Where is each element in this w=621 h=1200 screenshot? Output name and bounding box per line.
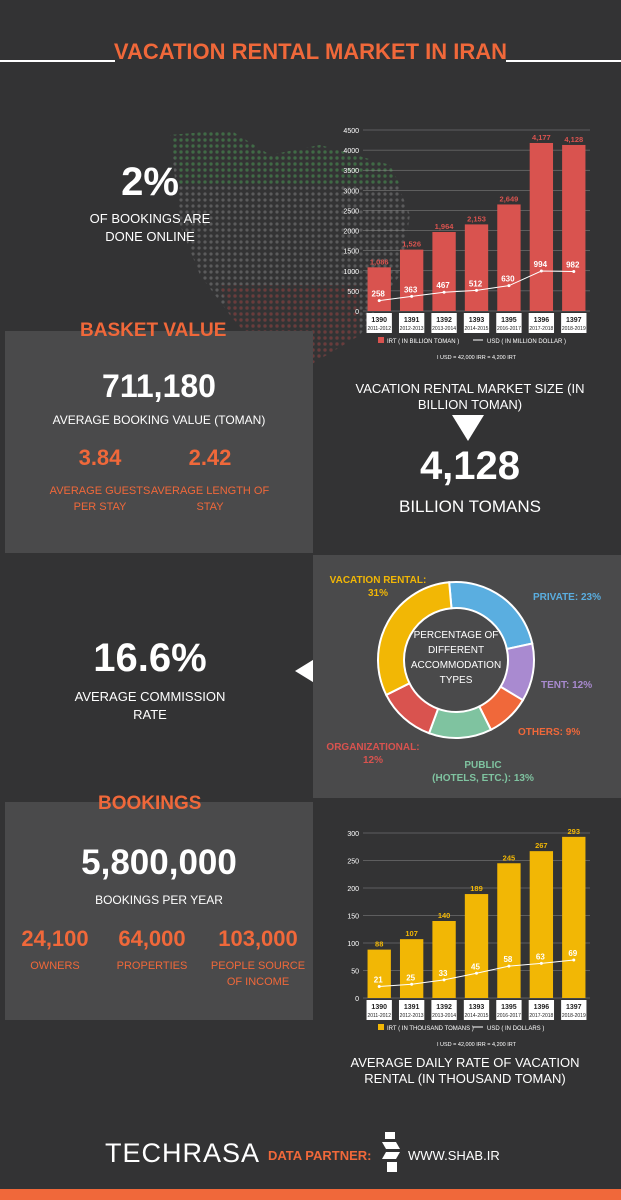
x-subtick-label: 2018-2019 — [561, 1013, 586, 1019]
usd-point — [475, 972, 478, 975]
usd-point — [572, 959, 575, 962]
y-tick-label: 150 — [347, 913, 359, 921]
usd-point — [410, 295, 413, 298]
usd-point — [410, 983, 413, 986]
x-tick-label: 1395 — [501, 1004, 517, 1011]
y-tick-label: 0 — [355, 309, 359, 316]
usd-point — [572, 270, 575, 273]
x-tick-label: 1391 — [403, 1004, 420, 1011]
usd-value-label: 45 — [471, 962, 480, 972]
bar-value-label: 1,526 — [402, 239, 422, 249]
bar — [530, 851, 553, 998]
y-tick-label: 4000 — [343, 148, 359, 156]
usd-point — [475, 289, 478, 292]
x-tick-label: 1393 — [468, 317, 485, 324]
people-label: PEOPLE SOURCE OF INCOME — [210, 960, 306, 988]
bar — [530, 143, 553, 311]
usd-point — [443, 978, 446, 981]
market-caption: VACATION RENTAL MARKET SIZE (IN BILLION TOMAN) — [355, 381, 585, 412]
guests-label: AVERAGE GUESTS PER STAY — [49, 485, 151, 513]
usd-point — [507, 965, 510, 968]
x-subtick-label: 2014-2015 — [464, 1013, 489, 1019]
y-tick-label: 250 — [347, 858, 359, 866]
market-size-chart — [325, 120, 595, 370]
basket-panel — [5, 331, 313, 553]
donut-slice-label: 12% — [362, 755, 384, 766]
adr-caption: AVERAGE DAILY RATE OF VACATION RENTAL (IN THOUSAND TOMAN) — [350, 1055, 580, 1086]
bar — [368, 950, 391, 998]
bar — [465, 224, 488, 311]
basket-label: AVERAGE BOOKING VALUE (TOMAN) — [52, 413, 266, 427]
x-tick-label: 1392 — [436, 317, 452, 324]
donut-center-label: PERCENTAGE OF — [413, 630, 499, 641]
legend-swatch-bar — [378, 1024, 384, 1030]
usd-value-label: 994 — [533, 260, 548, 270]
stay-label: AVERAGE LENGTH OF STAY — [150, 485, 270, 513]
donut-slice-label: 31% — [367, 588, 389, 599]
bookings-heading: BOOKINGS — [98, 793, 202, 814]
donut-slice-label: PRIVATE: 23% — [533, 592, 601, 603]
donut-slice-label: ORGANIZATIONAL: — [326, 742, 420, 753]
x-subtick-label: 2017-2018 — [529, 1013, 554, 1019]
commission-label: AVERAGE COMMISSION RATE — [74, 689, 226, 722]
x-tick-label: 1393 — [468, 1004, 485, 1011]
x-subtick-label: 2013-2014 — [432, 1013, 457, 1019]
y-tick-label: 2500 — [343, 208, 359, 216]
bar — [497, 204, 520, 311]
y-tick-label: 1000 — [343, 268, 359, 276]
usd-point — [443, 291, 446, 294]
y-tick-label: 2000 — [343, 228, 359, 236]
usd-value-label: 58 — [503, 955, 513, 965]
x-tick-label: 1396 — [533, 317, 550, 324]
x-subtick-label: 2016-2017 — [496, 1013, 521, 1019]
bar-value-label: 1,964 — [434, 222, 454, 232]
bar — [465, 894, 488, 998]
y-tick-label: 500 — [347, 288, 359, 296]
x-subtick-label: 2012-2013 — [399, 1013, 424, 1019]
x-tick-label: 1395 — [501, 317, 517, 324]
usd-value-label: 630 — [501, 274, 515, 284]
basket-heading: BASKET VALUE — [80, 320, 227, 341]
owners-label: OWNERS — [30, 960, 80, 972]
down-arrow-icon — [452, 415, 484, 441]
bar — [562, 145, 585, 311]
usd-point — [540, 270, 543, 273]
usd-value-label: 363 — [403, 285, 418, 295]
market-unit: BILLION TOMANS — [398, 497, 542, 516]
header-rule-left — [0, 60, 115, 62]
donut-slice-label: (HOTELS, ETC.): 13% — [432, 773, 534, 784]
bar-value-label: 293 — [567, 826, 581, 836]
donut-slice-label: OTHERS: 9% — [518, 727, 581, 738]
legend-swatch-bar — [378, 337, 384, 343]
x-subtick-label: 2011-2012 — [367, 326, 391, 332]
bar — [562, 837, 585, 998]
stay-value: 2.42 — [188, 445, 232, 470]
partner-label: DATA PARTNER: — [268, 1148, 372, 1163]
x-subtick-label: 2014-2015 — [464, 326, 489, 332]
usd-point — [378, 985, 381, 988]
bar — [497, 863, 520, 998]
market-value: 4,128 — [419, 444, 521, 488]
usd-value-label: 63 — [535, 952, 545, 962]
usd-value-label: 982 — [566, 260, 580, 270]
bar-value-label: 2,153 — [467, 214, 486, 224]
bar-value-label: 107 — [405, 929, 418, 939]
bar — [432, 921, 455, 998]
x-tick-label: 1396 — [533, 1004, 550, 1011]
usd-value-label: 512 — [468, 279, 483, 289]
bar-value-label: 88 — [375, 939, 384, 949]
usd-point — [378, 299, 381, 302]
donut-center-label: DIFFERENT — [427, 645, 485, 656]
y-tick-label: 1500 — [343, 248, 359, 256]
y-tick-label: 200 — [347, 886, 359, 893]
header-rule-right — [506, 60, 621, 62]
bar-value-label: 189 — [470, 884, 483, 894]
y-tick-label: 3000 — [343, 188, 359, 196]
bar-value-label: 267 — [535, 841, 548, 851]
partner-url: WWW.SHAB.IR — [408, 1148, 500, 1163]
donut-slice-label: VACATION RENTAL: — [329, 575, 427, 586]
y-tick-label: 4500 — [343, 128, 359, 135]
y-tick-label: 300 — [347, 831, 359, 838]
legend-label-bar: IRT ( IN BILLION TOMAN ) — [387, 339, 460, 345]
usd-point — [507, 284, 510, 287]
footer-bar — [0, 1189, 621, 1200]
page-title: VACATION RENTAL MARKET IN IRAN — [113, 39, 508, 64]
y-tick-label: 0 — [355, 996, 359, 1003]
commission-value: 16.6% — [93, 636, 207, 680]
people-value: 103,000 — [218, 926, 298, 951]
usd-value-label: 69 — [568, 949, 578, 959]
donut-slice-label: TENT: 12% — [541, 680, 593, 691]
bar — [400, 250, 423, 311]
properties-label: PROPERTIES — [116, 960, 188, 972]
bar-value-label: 245 — [502, 853, 516, 863]
x-tick-label: 1392 — [436, 1004, 452, 1011]
online-label: OF BOOKINGS ARE DONE ONLINE — [89, 211, 211, 244]
basket-value: 711,180 — [102, 368, 216, 404]
exchange-note: I USD = 42,000 IRR = 4,200 IRT — [436, 1042, 517, 1048]
bar-value-label: 1,086 — [369, 257, 389, 267]
donut-center-label: TYPES — [439, 675, 473, 686]
x-tick-label: 1397 — [565, 1004, 582, 1011]
online-percent: 2% — [121, 160, 179, 204]
usd-value-label: 467 — [436, 281, 450, 291]
usd-value-label: 258 — [371, 289, 385, 299]
guests-value: 3.84 — [78, 445, 122, 470]
x-subtick-label: 2016-2017 — [496, 326, 521, 332]
legend-label-line: USD ( IN MILLION DOLLAR ) — [487, 339, 567, 345]
bar — [400, 939, 423, 998]
donut-slice — [429, 706, 491, 738]
bar — [432, 232, 455, 311]
shab-logo-icon — [382, 1132, 400, 1172]
x-tick-label: 1390 — [371, 1004, 388, 1011]
x-subtick-label: 2018-2019 — [561, 326, 586, 332]
y-tick-label: 100 — [347, 941, 359, 948]
bar-value-label: 140 — [437, 911, 451, 920]
x-subtick-label: 2012-2013 — [399, 326, 424, 332]
bookings-value: 5,800,000 — [81, 843, 237, 882]
x-tick-label: 1397 — [565, 317, 582, 324]
bookings-label: BOOKINGS PER YEAR — [95, 893, 223, 907]
bar-value-label: 4,128 — [564, 134, 584, 144]
usd-value-label: 25 — [406, 973, 416, 983]
usd-point — [540, 962, 543, 965]
legend-label-bar: IRT ( IN THOUSAND TOMANS ) — [387, 1026, 474, 1032]
donut-center-label: ACCOMMODATION — [410, 660, 502, 671]
techrasa-logo: TECHRASA — [105, 1138, 261, 1168]
bar-value-label: 4,177 — [531, 132, 551, 142]
x-subtick-label: 2017-2018 — [529, 326, 554, 332]
properties-value: 64,000 — [118, 926, 186, 951]
usd-value-label: 21 — [373, 975, 383, 985]
daily-rate-chart — [325, 825, 595, 1055]
accommodation-donut-chart — [313, 555, 621, 798]
y-tick-label: 3500 — [343, 168, 359, 176]
x-subtick-label: 2013-2014 — [432, 326, 457, 332]
exchange-note: I USD = 42,000 IRR = 4,200 IRT — [436, 355, 517, 361]
x-tick-label: 1390 — [371, 317, 388, 324]
legend-label-line: USD ( IN DOLLARS ) — [487, 1026, 545, 1032]
bar-value-label: 2,649 — [499, 194, 519, 204]
usd-value-label: 33 — [438, 968, 448, 978]
owners-value: 24,100 — [21, 926, 89, 951]
y-tick-label: 50 — [351, 968, 359, 976]
donut-slice-label: PUBLIC — [464, 760, 502, 771]
x-subtick-label: 2011-2012 — [367, 1013, 391, 1019]
x-tick-label: 1391 — [403, 317, 420, 324]
